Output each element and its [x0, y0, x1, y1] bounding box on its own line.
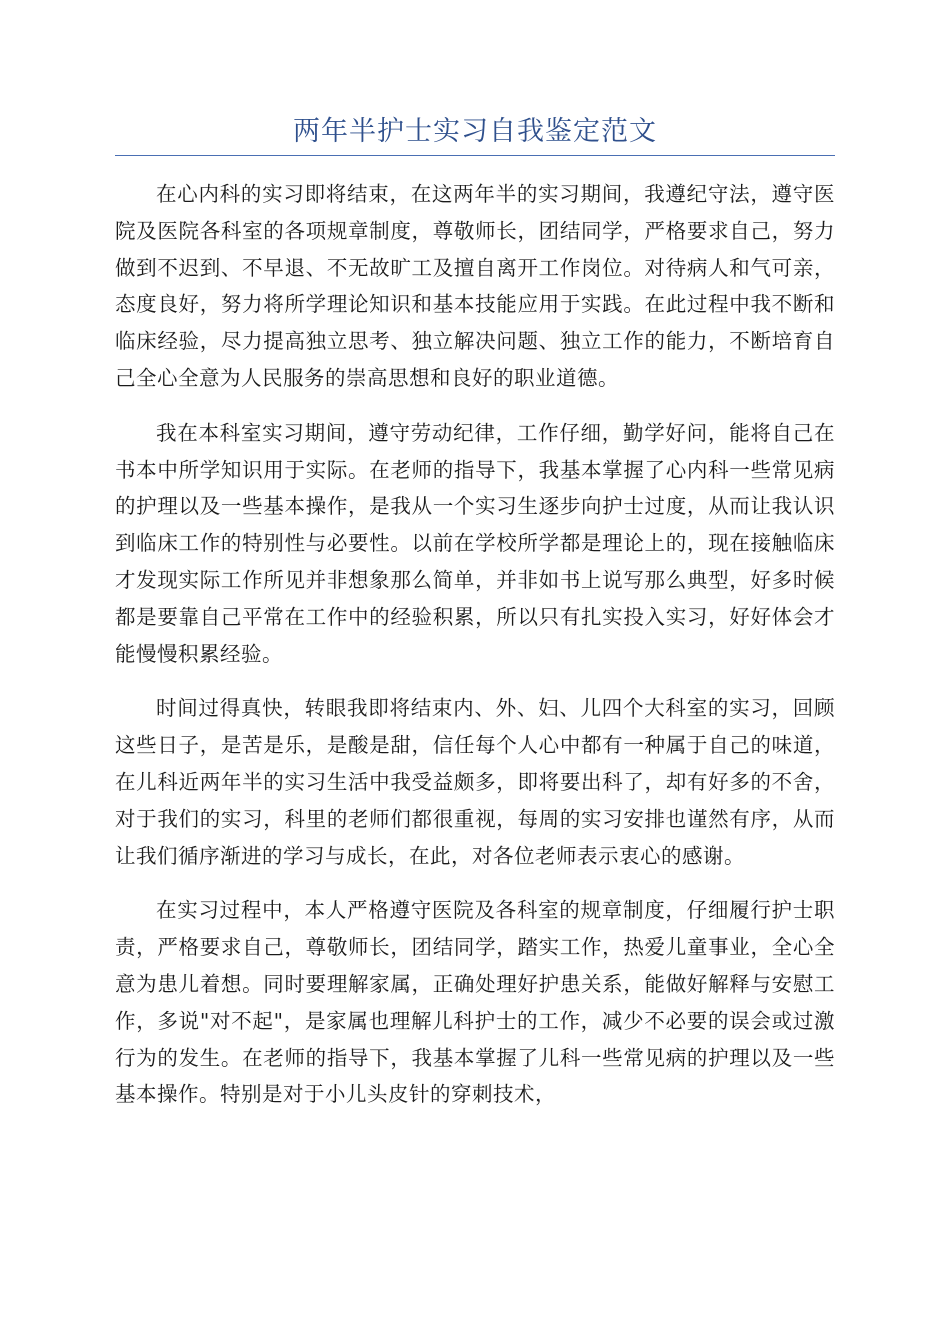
- document-title: 两年半护士实习自我鉴定范文: [293, 116, 657, 147]
- paragraph-2: 我在本科室实习期间，遵守劳动纪律，工作仔细，勤学好问，能将自己在书本中所学知识用于实际。在老师的指导下，我基本掌握了心内科一些常见病的护理以及一些基本操作，是我从一个实习生逐步向护士过度，从而让我认识到临床工作的特别性与必要性。以前在学校所学都是理论上的，现在接触临床才发现实际工作所见并非想象那么简单，并非如书上说写那么典型，好多时候都是要靠自己平常在工作中的经验积累，所以只有扎实投入实习，好好体会才能慢慢积累经验。: [115, 420, 835, 666]
- title-underline: [115, 155, 835, 156]
- document-body: [115, 176, 835, 1131]
- paragraph-4: 在实习过程中，本人严格遵守医院及各科室的规章制度，仔细履行护士职责，严格要求自己，尊敬师长，团结同学，踏实工作，热爱儿童事业，全心全意为患儿着想。同时要理解家属，正确处理好护患关系，能做好解释与安慰工作，多说"对不起"，是家属也理解儿科护士的工作，减少不必要的误会或过激行为的发生。在老师的指导下，我基本掌握了儿科一些常见病的护理以及一些基本操作。特别是对于小儿头皮针的穿刺技术，: [115, 898, 835, 1107]
- paragraph-1: 在心内科的实习即将结束，在这两年半的实习期间，我遵纪守法，遵守医院及医院各科室的各项规章制度，尊敬师长，团结同学，严格要求自己，努力做到不迟到、不早退、不无故旷工及擅自离开工作岗位。对待病人和气可亲，态度良好，努力将所学理论知识和基本技能应用于实践。在此过程中我不断和临床经验，尽力提高独立思考、独立解决问题、独立工作的能力，不断培育自己全心全意为人民服务的崇高思想和良好的职业道德。: [115, 182, 835, 390]
- paragraph-3: 时间过得真快，转眼我即将结束内、外、妇、儿四个大科室的实习，回顾这些日子，是苦是乐，是酸是甜，信任每个人心中都有一种属于自己的味道，在儿科近两年半的实习生活中我受益颇多，即将要出科了，却有好多的不舍，对于我们的实习，科里的老师们都很重视，每周的实习安排也谨然有序，从而让我们循序渐进的学习与成长，在此，对各位老师表示衷心的感谢。: [115, 696, 835, 868]
